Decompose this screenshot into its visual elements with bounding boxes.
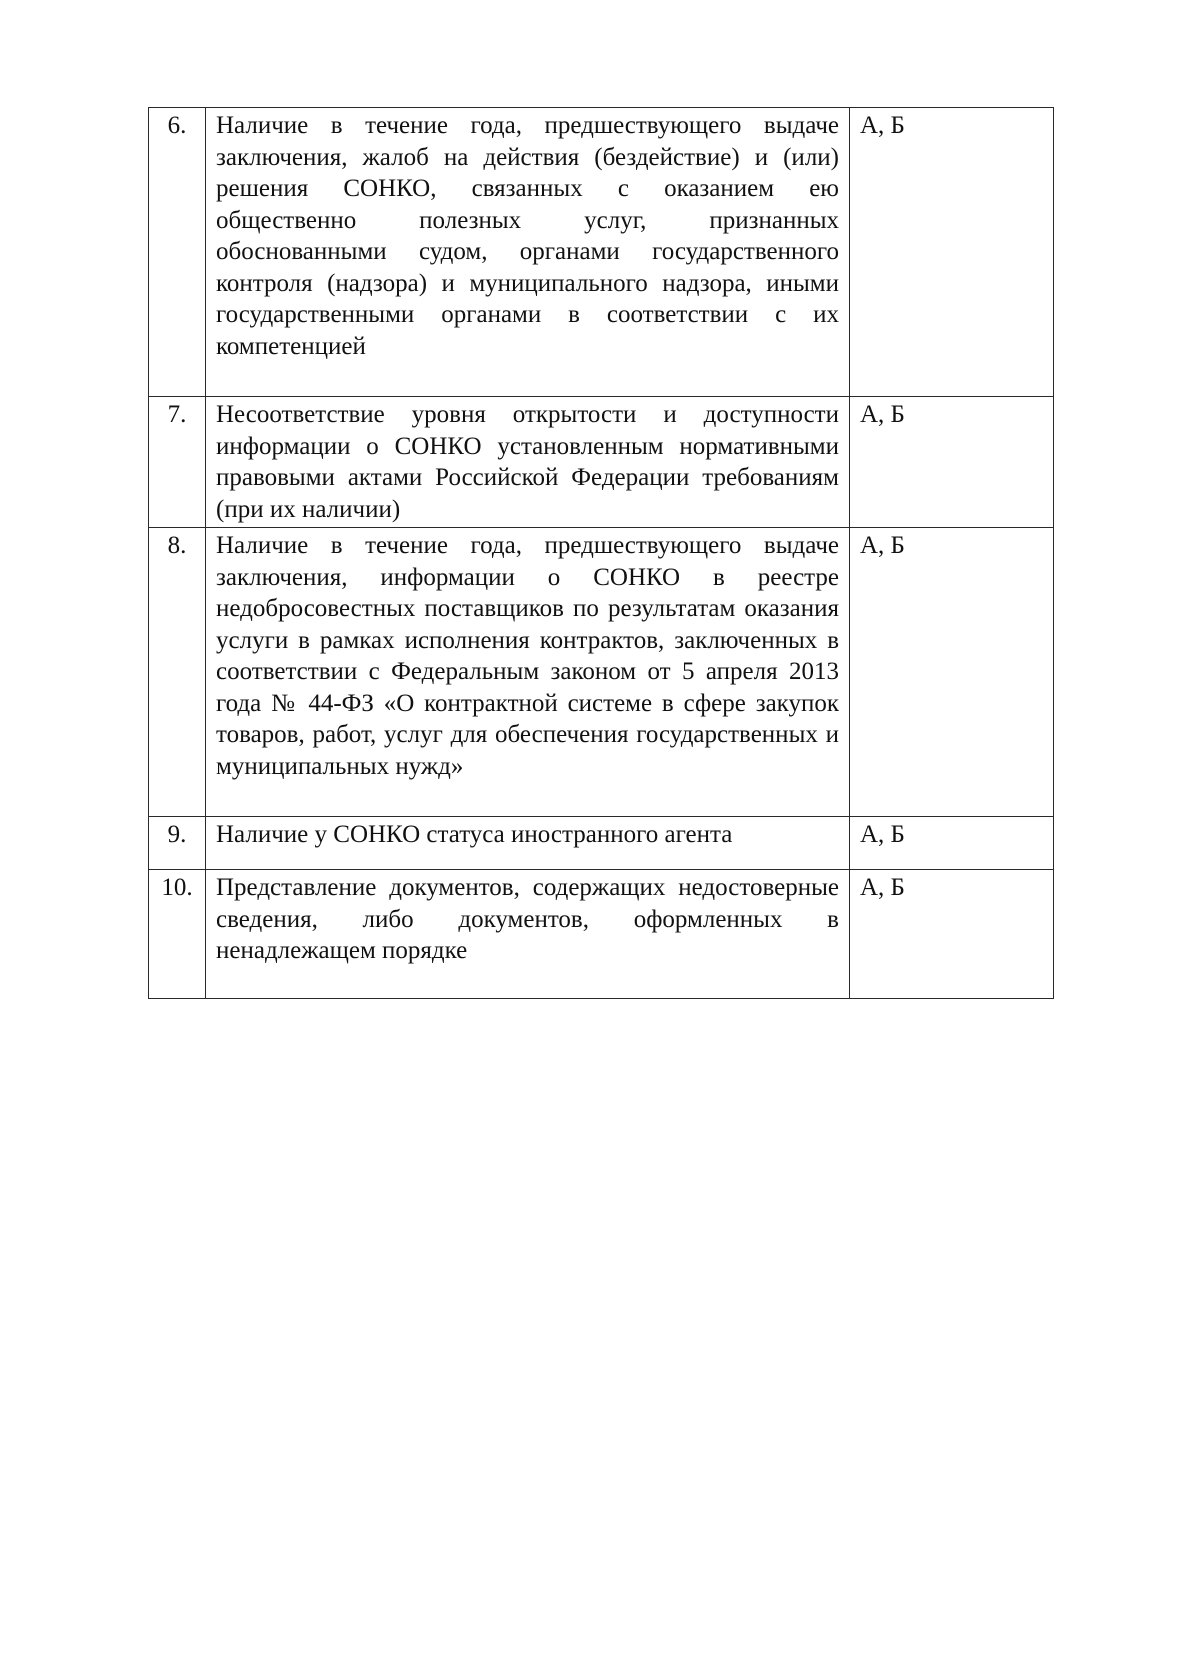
criterion-groups: А, Б <box>850 817 1054 870</box>
criteria-table <box>148 107 1054 999</box>
criterion-groups: А, Б <box>850 528 1054 817</box>
row-number: 9. <box>149 817 206 870</box>
criterion-text: Наличие в течение года, предшествующего выдаче заключения, жалоб на действия (бездействие) и (или) решения СОНКО, связанных с оказанием ею общественно полезных услуг, признанных обоснованными судом, органами государственного контроля (надзора) и муниципального надзора, иными государственными органами в соответствии с их компетенцией <box>206 108 850 397</box>
row-number: 8. <box>149 528 206 817</box>
row-number: 10. <box>149 870 206 999</box>
table-row <box>149 870 1054 999</box>
criterion-text: Представление документов, содержащих недостоверные сведения, либо документов, оформленных в ненадлежащем порядке <box>206 870 850 999</box>
row-number: 7. <box>149 397 206 528</box>
criterion-groups: А, Б <box>850 397 1054 528</box>
row-number: 6. <box>149 108 206 397</box>
criterion-groups: А, Б <box>850 870 1054 999</box>
table-row <box>149 528 1054 817</box>
criterion-groups: А, Б <box>850 108 1054 397</box>
table-row <box>149 397 1054 528</box>
criterion-text: Наличие в течение года, предшествующего выдаче заключения, информации о СОНКО в реестре недобросовестных поставщиков по результатам оказания услуги в рамках исполнения контрактов, заключенных в соответствии с Федеральным законом от 5 апреля 2013 года № 44-ФЗ «О контрактной системе в сфере закупок товаров, работ, услуг для обеспечения государственных и муниципальных нужд» <box>206 528 850 817</box>
table-row <box>149 817 1054 870</box>
criterion-text: Несоответствие уровня открытости и доступности информации о СОНКО установленным нормативными правовыми актами Российской Федерации требованиям (при их наличии) <box>206 397 850 528</box>
table-row <box>149 108 1054 397</box>
criterion-text: Наличие у СОНКО статуса иностранного агента <box>206 817 850 870</box>
